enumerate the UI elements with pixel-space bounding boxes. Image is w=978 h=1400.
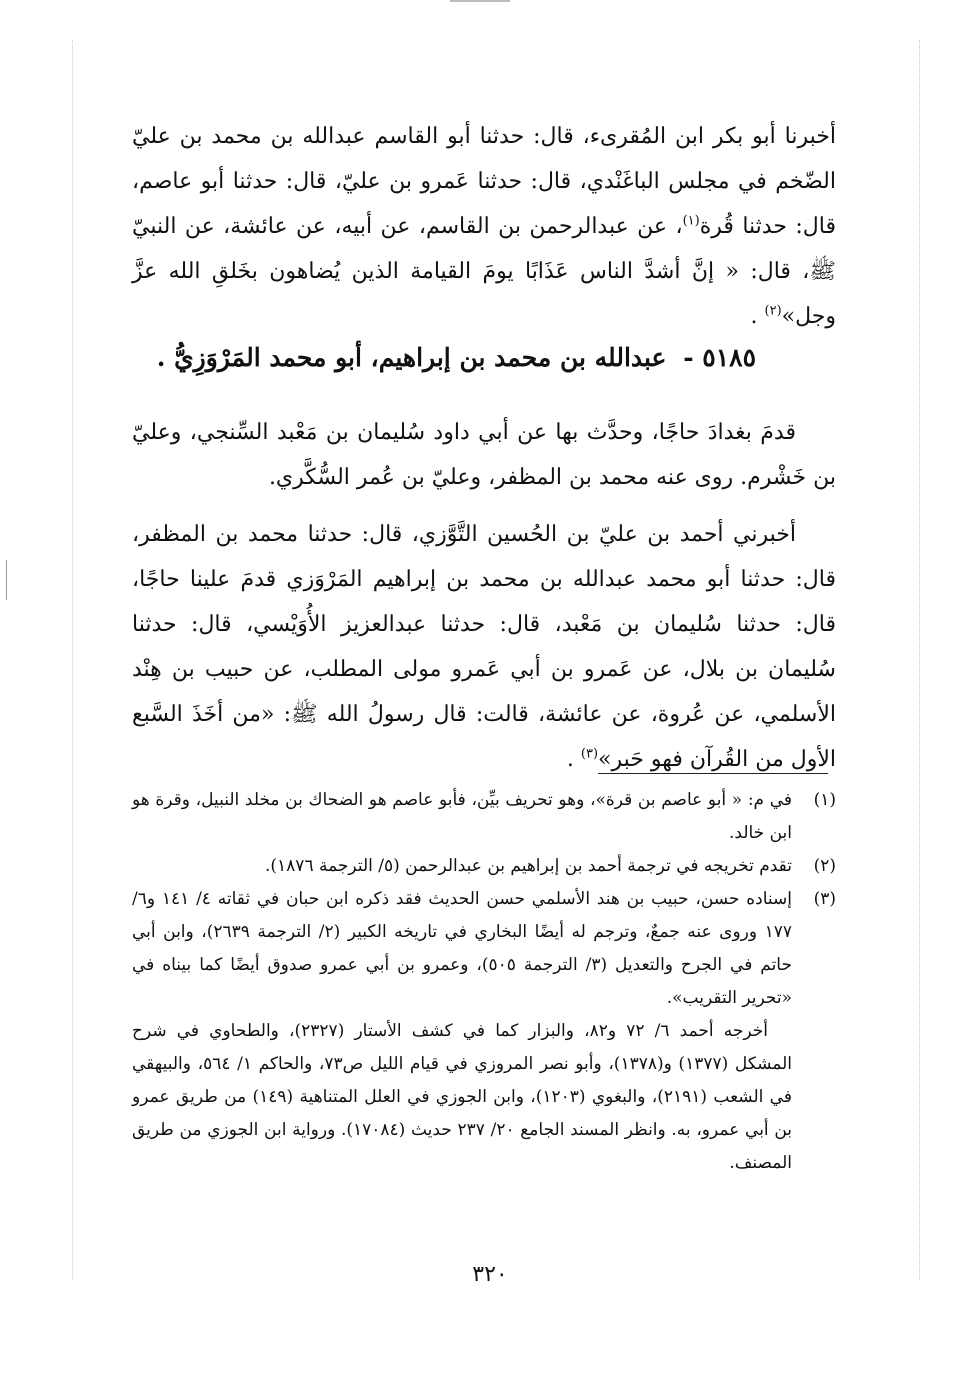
footnote-separator bbox=[598, 773, 828, 774]
scan-margin-left bbox=[72, 40, 74, 1280]
paragraph-2: قدمَ بغدادَ حاجًا، وحدَّث بها عن أبي داود سُليمان بن مَعْبد السِّنجي، وعليّ بن خَشْرم. روى عنه محمد بن المظفر، وعليّ بن عُمر السُّكَّري. bbox=[132, 420, 836, 490]
paragraph-1-part-b: ، عن عبدالرحمن بن القاسم، عن أبيه، عن عائشة، عن النبيّ ﷺ، قال: « إنَّ أشدَّ الناس عَذَابًا يومَ القيامة الذين يُضاهون بخَلقِ الله عزَّ وجل» bbox=[132, 214, 836, 329]
paragraph-1 bbox=[132, 114, 836, 339]
scan-artifact-left bbox=[6, 560, 7, 600]
paragraph-biography bbox=[132, 410, 836, 500]
paragraph-1-end: . bbox=[750, 304, 765, 329]
footnotes bbox=[132, 784, 836, 1180]
footnote-ref-3: (٣) bbox=[580, 746, 599, 762]
paragraph-hadith-1 bbox=[132, 114, 836, 339]
paragraph-hadith-2 bbox=[132, 512, 836, 782]
footnote-2-text: تقدم تخريجه في ترجمة أحمد بن إبراهيم بن عبدالرحمن (٥/ الترجمة ١٨٧٦). bbox=[265, 856, 792, 876]
footnote-3-text: إسناده حسن، حبيب بن هند الأسلمي حسن الحديث فقد ذكره ابن حبان في ثقاته ٤/ ١٤١ و٦/ ١٧٧ وروى عنه جمعٌ، وترجم له أيضًا البخاري في تاريخه الكبير (٢/ الترجمة ٢٦٣٩)، وابن أبي حاتم في الجرح والتعديل (٣/ الترجمة ٥٠٥)، وعمرو بن أبي عمرو صدوق أيضًا كما بيناه في «تحرير التقريب». bbox=[132, 889, 792, 1008]
footnote-ref-2: (٢) bbox=[764, 303, 782, 319]
footnote-ref-1: (١) bbox=[682, 213, 700, 229]
footnote-3-number: (٣) bbox=[813, 889, 836, 909]
biography-heading bbox=[132, 338, 836, 378]
footnote-1-text: في م: « أبو عاصم بن قرة»، وهو تحريف بيِّن، فأبو عاصم هو الضحاك بن مخلد النبيل، وقرة هو ابن خالد. bbox=[132, 790, 792, 843]
footnote-1 bbox=[132, 784, 836, 850]
footnote-2-number: (٢) bbox=[813, 856, 836, 876]
paragraph-3-text: أخبرني أحمد بن عليّ بن الحُسين التَّوَّزي، قال: حدثنا محمد بن المظفر، قال: حدثنا أبو محمد عبدالله بن محمد بن إبراهيم المَرْوَزي قدمَ علينا حاجًا، قال: حدثنا سُليمان بن مَعْبد، قال: حدثنا عبدالعزيز الأُوَيْسي، قال: حدثنا سُليمان بن بلال، عن عَمرو بن أبي عَمرو مولى المطلب، عن حبيب بن هِنْد الأسلمي، عن عُروة، عن عائشة، قالت: قال رسولُ الله ﷺ: «من أخَذَ السَّبع الأول من القُرآن فهو حَبر» bbox=[132, 522, 836, 772]
footnote-3 bbox=[132, 883, 836, 1015]
paragraph-1-part-a: أخبرنا أبو بكر ابن المُقرىء، قال: حدثنا أبو القاسم عبدالله بن محمد بن عليّ الضّخم في مجلس الباغَنْدي، قال: حدثنا عَمرو بن عليّ، قال: حدثنا أبو عاصم، قال: حدثنا قُرة bbox=[132, 124, 836, 239]
page-number: ٣٢٠ bbox=[472, 1262, 508, 1287]
footnote-2 bbox=[132, 850, 836, 883]
biography-number: ٥١٨٥ - bbox=[683, 343, 756, 372]
scan-artifact-top bbox=[450, 0, 510, 2]
paragraph-3-end: . bbox=[566, 747, 581, 772]
footnote-3-continuation: أخرجه أحمد ٦/ ٧٢ و٨٢، والبزار كما في كشف الأستار (٢٣٢٧)، والطحاوي في شرح المشكل (١٣٧٧) و(١٣٧٨)، وأبو نصر المروزي في قيام الليل ص٧٣، والحاكم ١/ ٥٦٤، والبيهقي في الشعب (٢١٩١)، والبغوي (١٢٠٣)، وابن الجوزي في العلل المتناهية (١٤٩) من طريق عمرو بن أبي عمرو، به. وانظر المسند الجامع ٢٠/ ٢٣٧ حديث (١٧٠٨٤). ورواية ابن الجوزي من طريق المصنف. bbox=[132, 1021, 793, 1173]
footnote-1-number: (١) bbox=[813, 790, 836, 810]
paragraph-3 bbox=[132, 512, 836, 782]
scan-margin-right bbox=[918, 40, 920, 1280]
biography-title: عبدالله بن محمد بن إبراهيم، أبو محمد المَرْوَزِيُّ . bbox=[156, 343, 667, 372]
